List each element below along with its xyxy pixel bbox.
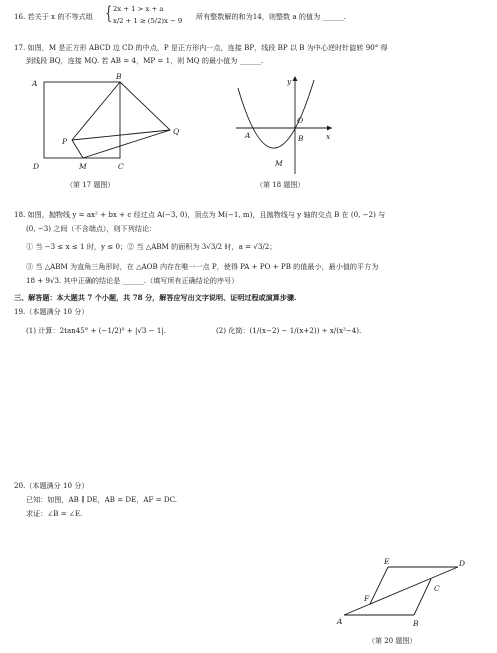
q20-title: 20.（本题满分 10 分） bbox=[14, 481, 89, 490]
fig17-label-d: D bbox=[33, 162, 40, 171]
figure-17 bbox=[22, 70, 192, 192]
square-abcd bbox=[44, 82, 120, 158]
q20-given: 已知：如图，AB ∥ DE，AB = DE，AF = DC. bbox=[26, 495, 178, 504]
q19-part-1: (1) 计算：2tan45° + (−1/2)⁰ + |√3 − 1|. bbox=[26, 326, 167, 335]
q18-line-1: 18. 如图，抛物线 y = ax² + bx + c 经过点 A(−3, 0)，顶点为 M(−1, m)，且抛物线与 y 轴的交点 B 在 (0, −2) 与 bbox=[14, 210, 386, 219]
fig17-label-a: A bbox=[32, 79, 38, 88]
q20-prove: 求证：∠B = ∠E. bbox=[26, 509, 83, 518]
brace-symbol: { bbox=[105, 3, 113, 24]
fig20-label-f: F bbox=[364, 594, 370, 603]
q16-system-eq2: x/2 + 1 ≥ (5/2)x − 9 bbox=[113, 17, 183, 25]
fig18-label-y: y bbox=[287, 77, 292, 86]
x-axis-arrow-icon bbox=[327, 126, 332, 131]
fig17-label-m: M bbox=[79, 162, 87, 171]
fig20-label-a: A bbox=[337, 617, 343, 626]
fig20-label-c: C bbox=[434, 584, 440, 593]
q18-line-4: ③ 当 △ABM 为直角三角形时，在 △AOB 内存在唯一一点 P，使得 PA + PO + PB 的值最小，最小值的平方为 bbox=[26, 262, 379, 271]
segment-bq-qm bbox=[83, 82, 170, 158]
fig18-caption: （第 18 题图） bbox=[256, 181, 305, 189]
fig20-label-d: D bbox=[459, 559, 466, 568]
q18-line-2: (0, −3) 之间（不含端点），则下列结论： bbox=[26, 224, 157, 233]
fig20-label-b: B bbox=[413, 619, 419, 628]
y-axis-arrow-icon bbox=[293, 76, 298, 81]
segment-ef bbox=[370, 567, 388, 604]
section-3-heading: 三、解答题：本大题共 7 个小题，共 78 分，解答应写出文字说明、证明过程或演算步骤. bbox=[14, 293, 297, 302]
fig17-label-p: P bbox=[62, 137, 68, 146]
fig20-caption: （第 20 题图） bbox=[368, 637, 417, 645]
fig18-label-m: M bbox=[275, 159, 283, 168]
q17-line-1: 17. 如图，M 是正方形 ABCD 边 CD 的中点，P 是正方形内一点，连接 BP，线段 BP 以 B 为中心逆时针旋转 90° 得 bbox=[14, 43, 388, 52]
fig18-label-a: A bbox=[245, 131, 251, 140]
segment-ad bbox=[344, 567, 458, 615]
q18-line-5: 18 + 9√3. 其中正确的结论是 ______.（填写所有正确结论的序号） bbox=[26, 276, 239, 285]
fig18-label-x: x bbox=[326, 132, 331, 141]
fig17-label-b: B bbox=[116, 72, 122, 81]
q17-line-2: 到线段 BQ，连接 MQ. 若 AB = 4，MP = 1，则 MQ 的最小值为 ______. bbox=[26, 56, 264, 65]
fig18-label-o: O bbox=[297, 116, 304, 125]
q19-title: 19.（本题满分 10 分） bbox=[14, 307, 89, 316]
fig17-caption: （第 17 题图） bbox=[66, 181, 115, 189]
figure-18 bbox=[228, 70, 340, 192]
fig17-label-c: C bbox=[118, 162, 124, 171]
fig20-label-e: E bbox=[384, 557, 390, 566]
fig18-label-b: B bbox=[298, 134, 304, 143]
segment-bp-pm bbox=[72, 82, 120, 158]
q16-prefix: 16. 若关于 x 的不等式组 bbox=[14, 12, 93, 21]
q16-suffix: 所有整数解的和为14，则整数 a 的值为 ______. bbox=[196, 12, 346, 21]
q19-part-2: (2) 化简：(1/(x−2) − 1/(x+2)) ÷ x/(x²−4). bbox=[216, 326, 362, 335]
figure-20 bbox=[328, 555, 478, 649]
q18-line-3: ① 当 −3 ≤ x ≤ 1 时，y ≤ 0；② 当 △ABM 的面积为 3√3/2 时，a = √3/2； bbox=[26, 242, 277, 251]
fig17-label-q: Q bbox=[173, 127, 180, 136]
q16-system-eq1: 2x + 1 > x + a bbox=[113, 5, 164, 13]
